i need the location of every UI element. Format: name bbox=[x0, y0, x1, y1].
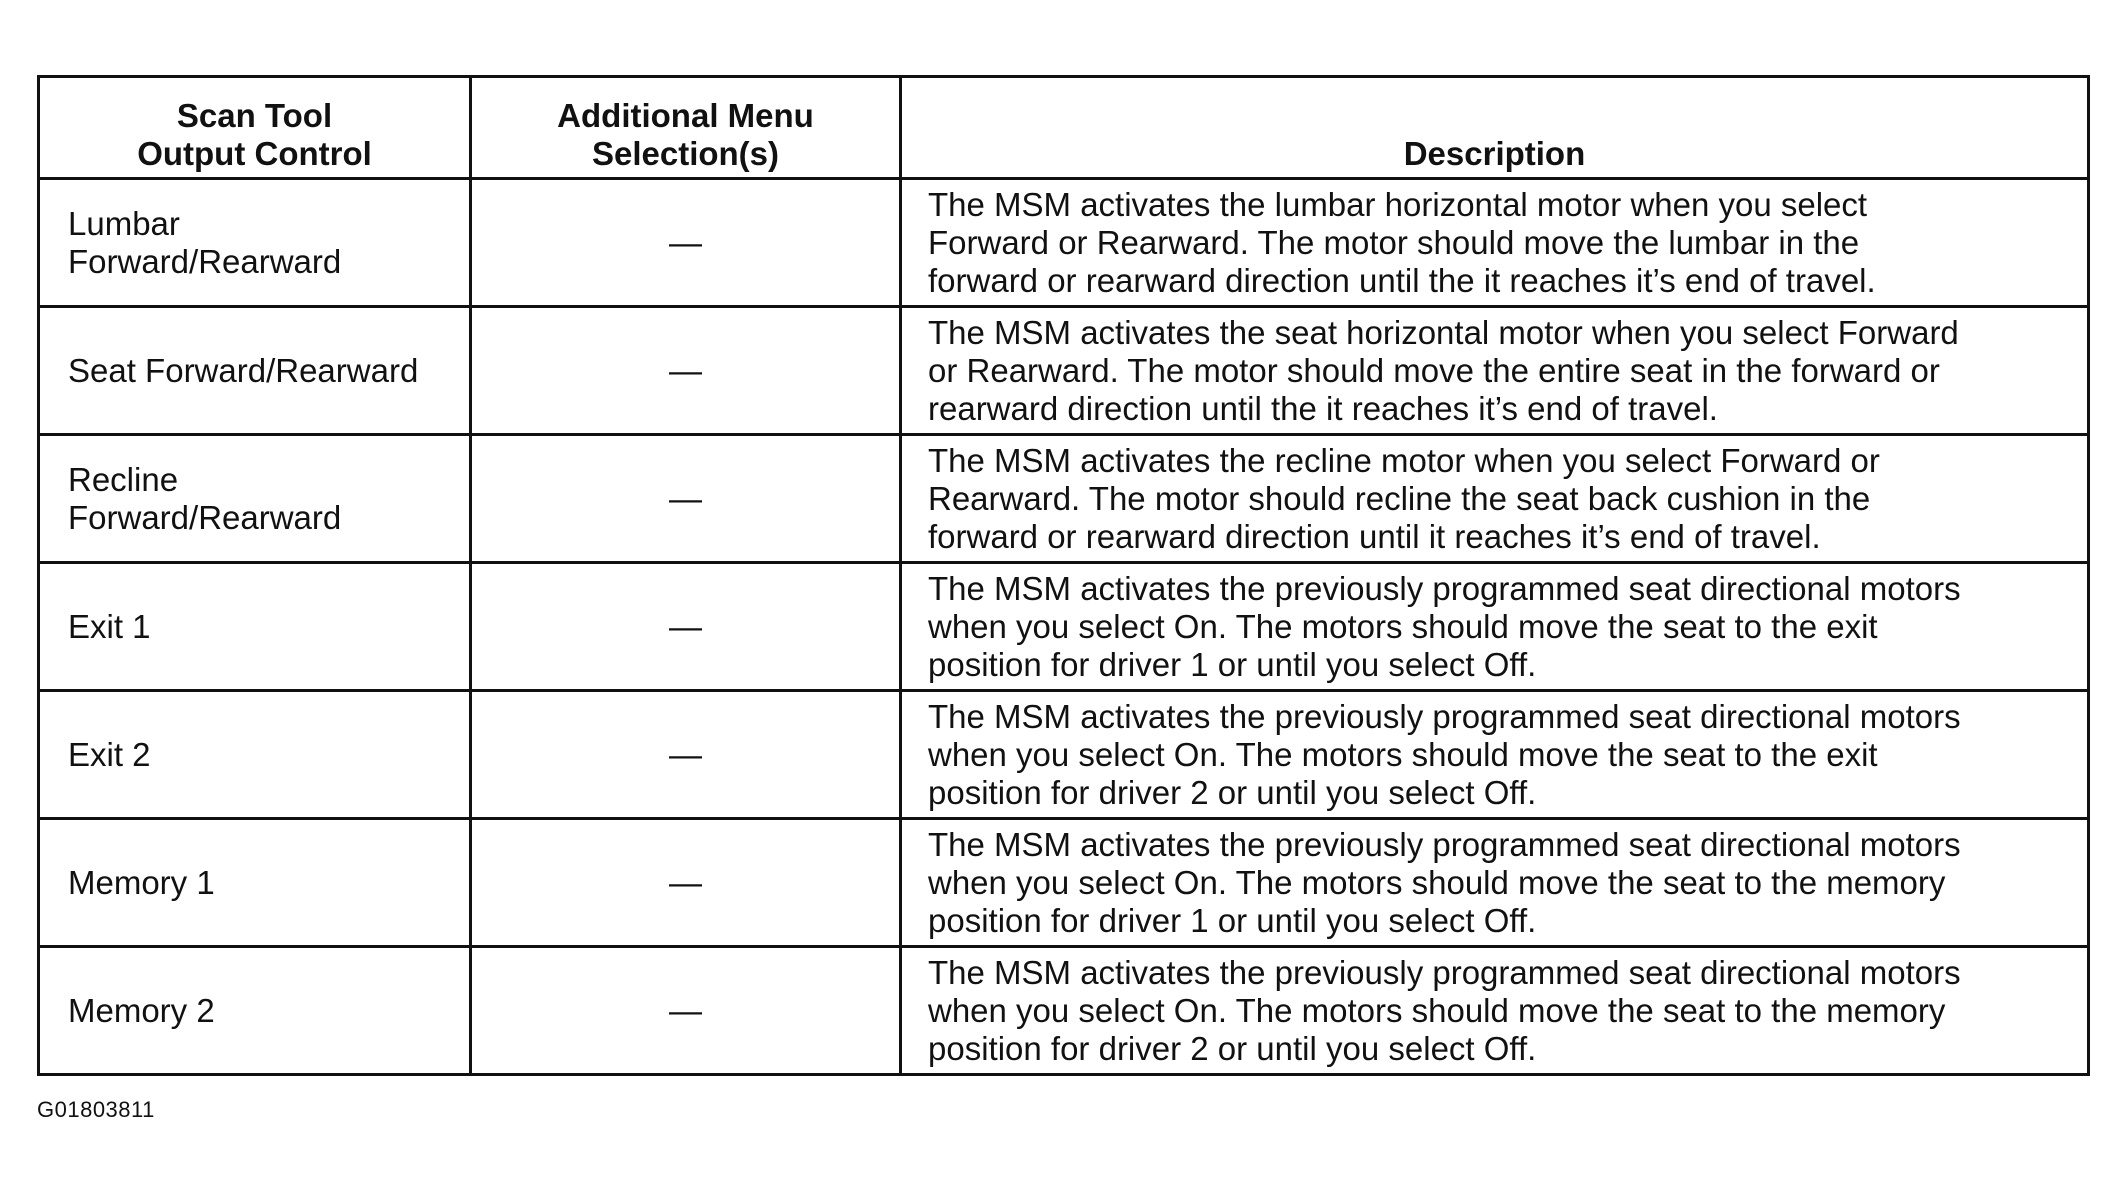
table-body bbox=[39, 179, 2089, 1075]
output-control-table bbox=[37, 75, 2090, 1076]
description-cell bbox=[901, 947, 2089, 1075]
menu-selection-cell bbox=[471, 819, 901, 947]
description-line: Rearward. The motor should recline the seat back cushion in the bbox=[928, 479, 1871, 517]
description-cell bbox=[901, 691, 2089, 819]
menu-selection-value: — bbox=[669, 735, 702, 773]
output-control-line: Memory 1 bbox=[68, 863, 215, 901]
output-control-line: Exit 1 bbox=[68, 607, 151, 645]
table-row bbox=[39, 435, 2089, 563]
description-line: when you select On. The motors should move the seat to the memory bbox=[928, 863, 1946, 901]
description-cell bbox=[901, 179, 2089, 307]
figure-id: G01803811 bbox=[37, 1097, 155, 1122]
description-line: or Rearward. The motor should move the entire seat in the forward or bbox=[928, 351, 1940, 389]
output-control-cell bbox=[39, 307, 471, 435]
menu-selection-cell bbox=[471, 563, 901, 691]
output-control-cell bbox=[39, 435, 471, 563]
output-control-line: Lumbar bbox=[68, 204, 180, 242]
header-line: Output Control bbox=[137, 135, 372, 172]
description-cell bbox=[901, 563, 2089, 691]
output-control-line: Memory 2 bbox=[68, 991, 215, 1029]
output-control-cell bbox=[39, 691, 471, 819]
description-line: position for driver 2 or until you select Off. bbox=[928, 1029, 1537, 1067]
menu-selection-value: — bbox=[669, 607, 702, 645]
description-line: The MSM activates the previously programmed seat directional motors bbox=[928, 825, 1961, 863]
description-line: when you select On. The motors should move the seat to the memory bbox=[928, 991, 1946, 1029]
description-line: Forward or Rearward. The motor should move the lumbar in the bbox=[928, 223, 1860, 261]
output-control-line: Exit 2 bbox=[68, 735, 151, 773]
description-line: position for driver 2 or until you select Off. bbox=[928, 773, 1537, 811]
header-line: Description bbox=[1403, 135, 1586, 172]
table-row bbox=[39, 947, 2089, 1075]
description-line: The MSM activates the previously programmed seat directional motors bbox=[928, 697, 1961, 735]
output-control-line: Forward/Rearward bbox=[68, 242, 342, 280]
menu-selection-cell bbox=[471, 691, 901, 819]
table-row bbox=[39, 691, 2089, 819]
description-line: forward or rearward direction until the it reaches it’s end of travel. bbox=[928, 261, 1876, 299]
output-control-line: Recline bbox=[68, 460, 179, 498]
description-cell bbox=[901, 435, 2089, 563]
description-cell bbox=[901, 307, 2089, 435]
description-line: forward or rearward direction until it reaches it’s end of travel. bbox=[928, 517, 1821, 555]
header-scan-tool-output-control bbox=[39, 77, 471, 179]
description-line: The MSM activates the seat horizontal motor when you select Forward bbox=[928, 313, 1959, 351]
menu-selection-cell bbox=[471, 435, 901, 563]
table-header-row bbox=[39, 77, 2089, 179]
description-line: when you select On. The motors should move the seat to the exit bbox=[928, 735, 1878, 773]
output-control-line: Forward/Rearward bbox=[68, 498, 342, 536]
table-row bbox=[39, 179, 2089, 307]
menu-selection-value: — bbox=[669, 351, 702, 389]
description-line: position for driver 1 or until you select Off. bbox=[928, 645, 1537, 683]
output-control-cell bbox=[39, 819, 471, 947]
table-row bbox=[39, 563, 2089, 691]
header-line: Scan Tool bbox=[176, 97, 333, 134]
output-control-cell bbox=[39, 563, 471, 691]
description-cell bbox=[901, 819, 2089, 947]
menu-selection-value: — bbox=[669, 863, 702, 901]
menu-selection-value: — bbox=[669, 223, 702, 261]
menu-selection-cell bbox=[471, 179, 901, 307]
menu-selection-cell bbox=[471, 307, 901, 435]
description-line: The MSM activates the lumbar horizontal motor when you select bbox=[928, 185, 1868, 223]
menu-selection-value: — bbox=[669, 479, 702, 517]
description-line: position for driver 1 or until you select Off. bbox=[928, 901, 1537, 939]
description-line: when you select On. The motors should move the seat to the exit bbox=[928, 607, 1878, 645]
table-row bbox=[39, 307, 2089, 435]
header-description bbox=[901, 77, 2089, 179]
description-line: rearward direction until the it reaches it’s end of travel. bbox=[928, 389, 1718, 427]
table-row bbox=[39, 819, 2089, 947]
description-line: The MSM activates the previously programmed seat directional motors bbox=[928, 953, 1961, 991]
menu-selection-value: — bbox=[669, 991, 702, 1029]
output-control-table-wrapper bbox=[37, 75, 2090, 1076]
header-additional-menu-selections bbox=[471, 77, 901, 179]
output-control-line: Seat Forward/Rearward bbox=[68, 351, 419, 389]
description-line: The MSM activates the recline motor when you select Forward or bbox=[928, 441, 1880, 479]
output-control-cell bbox=[39, 947, 471, 1075]
header-line: Selection(s) bbox=[591, 135, 780, 172]
menu-selection-cell bbox=[471, 947, 901, 1075]
description-line: The MSM activates the previously programmed seat directional motors bbox=[928, 569, 1961, 607]
header-line: Additional Menu bbox=[557, 97, 814, 134]
output-control-cell bbox=[39, 179, 471, 307]
